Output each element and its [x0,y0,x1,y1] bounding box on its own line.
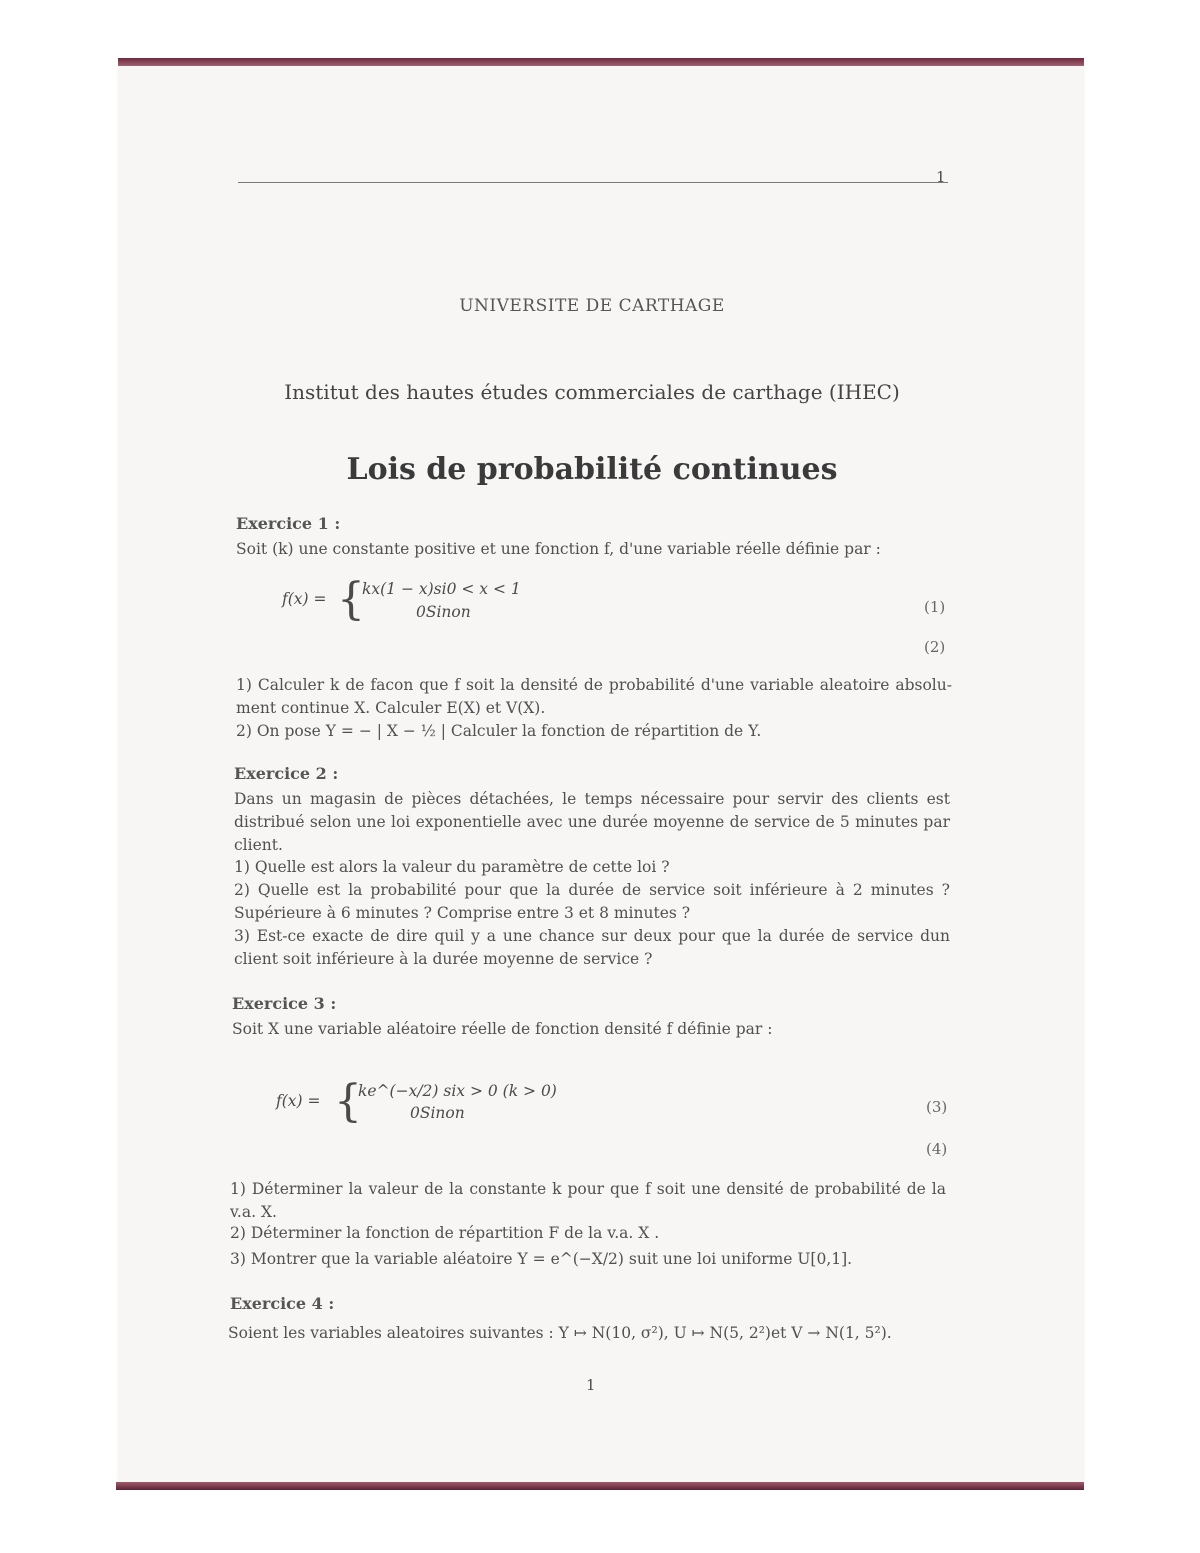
header-rule [238,182,948,183]
exercise-1-question-2: 2) On pose Y = − | X − ½ | Calculer la fonction de répartition de Y. [236,722,762,740]
exercise-1-intro: Soit (k) une constante positive et une fonction f, d'une variable réelle définie par : [236,540,881,558]
exercise-1-question-1: 1) Calculer k de facon que f soit la densité de probabilité d'une variable aleatoire absolu-ment continue X. Calculer E(X) et V(X). [236,676,952,717]
exercise-3-intro: Soit X une variable aléatoire réelle de fonction densité f définie par : [232,1020,773,1038]
exercise-1-formula-case-1: kx(1 − x)si0 < x < 1 [362,580,521,598]
institute-name: Institut des hautes études commerciales de carthage (IHEC) [284,380,900,404]
exercise-3-question-1: 1) Déterminer la valeur de la constante k pour que f soit une densité de probabilité de la v.a. X. [230,1180,946,1221]
equation-number-4: (4) [926,1140,948,1158]
university-name: UNIVERSITE DE CARTHAGE [459,296,725,316]
equation-number-1: (1) [924,598,946,616]
exercise-1-formula-case-2: 0Sinon [416,603,471,621]
equation-number-2: (2) [924,638,946,656]
exercise-2-question-3: 3) Est-ce exacte de dire quil y a une chance sur deux pour que la durée de service dun client soit inférieure à la durée moyenne de service ? [234,927,950,968]
document-title: Lois de probabilité continues [346,452,838,487]
exercise-2-heading: Exercice 2 : [234,764,339,783]
exercise-3-question-2: 2) Déterminer la fonction de répartition F de la v.a. X . [230,1224,660,1242]
exercise-3-brace: { [334,1076,362,1127]
scan-bottom-edge [116,1482,1084,1490]
exercise-2-question-1: 1) Quelle est alors la valeur du paramètre de cette loi ? [234,858,670,876]
exercise-3-heading: Exercice 3 : [232,994,337,1013]
footer-page-number: 1 [586,1376,596,1394]
exercise-2-intro: Dans un magasin de pièces détachées, le temps nécessaire pour servir des clients est distribué selon une loi exponentielle avec une durée moyenne de service de 5 minutes par client. [234,790,950,854]
exercise-4-intro: Soient les variables aleatoires suivantes : Y ↦ N(10, σ²), U ↦ N(5, 2²)et V → N(1, 5²). [228,1324,892,1342]
equation-number-3: (3) [926,1098,948,1116]
exercise-3-question-3: 3) Montrer que la variable aléatoire Y = e^(−X/2) suit une loi uniforme U[0,1]. [230,1250,853,1268]
exercise-3-formula-case-2: 0Sinon [410,1104,465,1122]
exercise-1-heading: Exercice 1 : [236,514,341,533]
exercise-3-formula-case-1: ke^(−x/2) six > 0 (k > 0) [358,1082,557,1100]
exercise-1-brace: { [337,574,365,625]
exercise-2-question-2: 2) Quelle est la probabilité pour que la durée de service soit inférieure à 2 minutes ? Supérieure à 6 minutes ? Comprise entre 3 et 8 minutes ? [234,881,950,922]
exercise-4-heading: Exercice 4 : [230,1294,335,1313]
exercise-3-formula-lhs: f(x) = [276,1092,321,1110]
exercise-1-formula-lhs: f(x) = [282,590,327,608]
header-page-number: 1 [936,168,946,186]
